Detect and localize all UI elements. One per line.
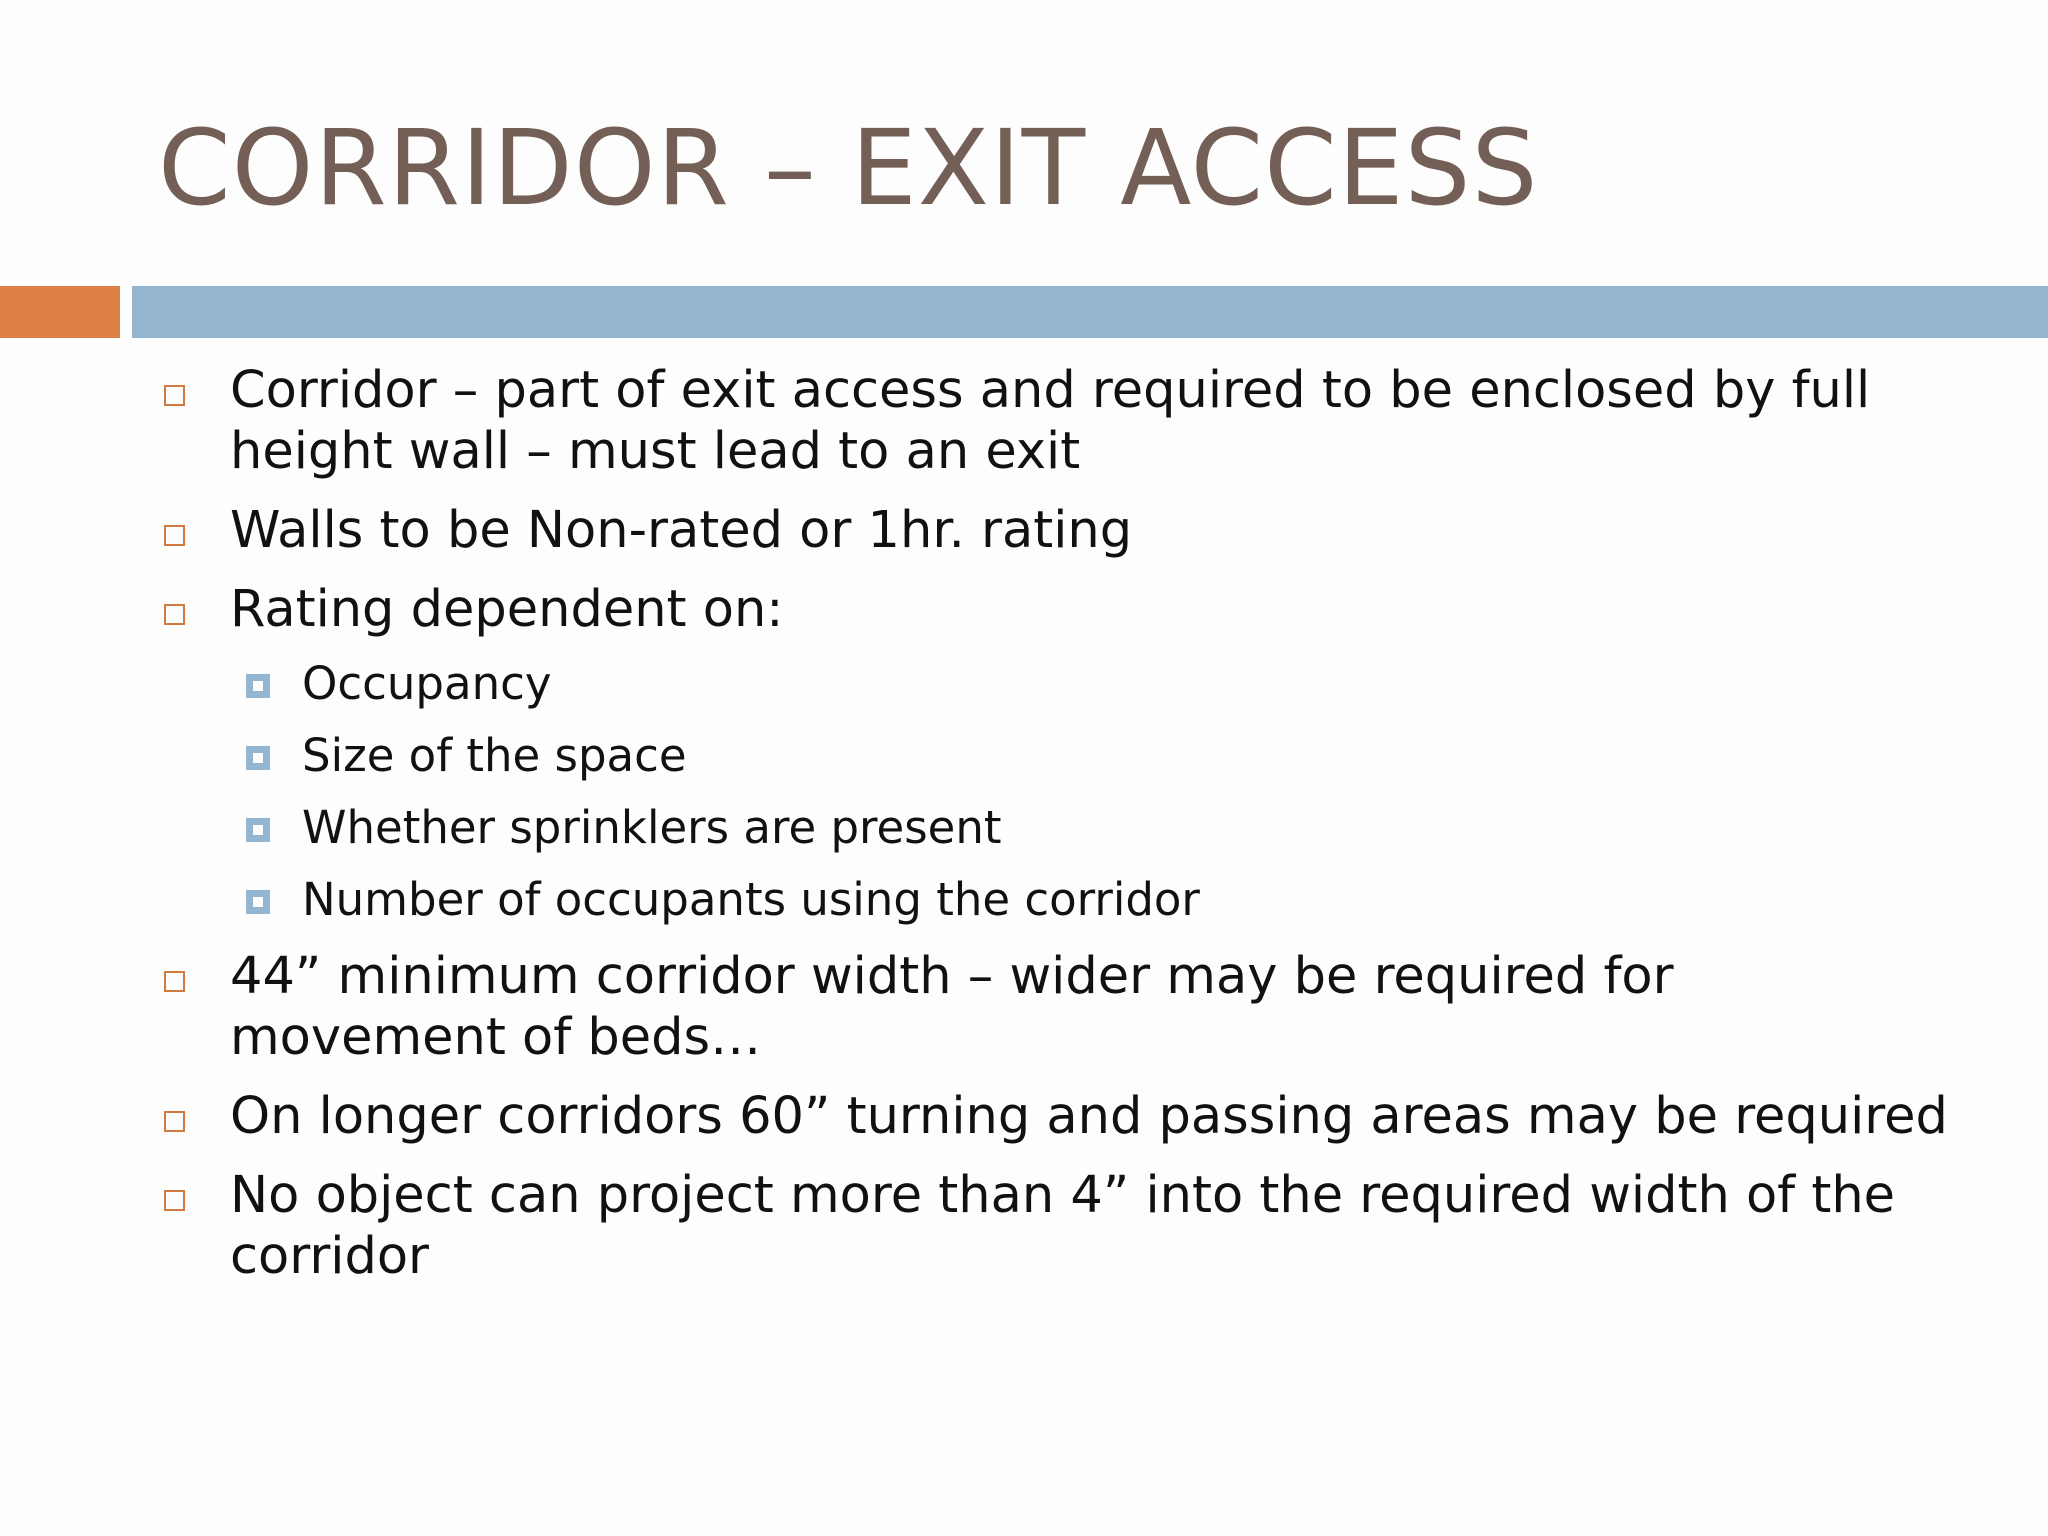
filled-square-bullet-icon: [246, 818, 270, 842]
accent-bar-blue: [132, 286, 2048, 338]
square-bullet-icon: [164, 525, 185, 546]
bullet-item: [160, 500, 1960, 561]
square-bullet-icon: [164, 1190, 185, 1211]
bullet-item: [160, 579, 1960, 640]
square-bullet-icon: [164, 385, 185, 406]
square-bullet-icon: [164, 604, 185, 625]
slide-title: CORRIDOR – EXIT ACCESS: [158, 107, 1539, 229]
sub-bullet-text: Occupancy: [302, 657, 552, 710]
filled-square-bullet-icon: [246, 674, 270, 698]
bullet-text: 44” minimum corridor width – wider may be required for movement of beds…: [230, 947, 1674, 1067]
sub-bullet-item: [160, 728, 1960, 784]
filled-square-bullet-icon: [246, 890, 270, 914]
sub-bullet-text: Number of occupants using the corridor: [302, 873, 1200, 926]
square-bullet-icon: [164, 971, 185, 992]
bullet-item: [160, 1165, 1960, 1287]
bullet-text: Walls to be Non-rated or 1hr. rating: [230, 501, 1133, 560]
sub-bullet-item: [160, 800, 1960, 856]
sub-bullet-text: Size of the space: [302, 729, 687, 782]
bullet-text: No object can project more than 4” into the required width of the corridor: [230, 1166, 1896, 1286]
filled-square-bullet-icon: [246, 746, 270, 770]
sub-bullet-text: Whether sprinklers are present: [302, 801, 1002, 854]
accent-bar-orange: [0, 286, 120, 338]
square-bullet-icon: [164, 1111, 185, 1132]
sub-bullet-item: [160, 872, 1960, 928]
bullet-item: [160, 946, 1960, 1068]
bullet-item: [160, 1086, 1960, 1147]
bullet-text: Corridor – part of exit access and required to be enclosed by full height wall – must lead to an exit: [230, 361, 1871, 481]
bullet-item: [160, 360, 1960, 482]
bullet-list: [160, 360, 1960, 1287]
sub-bullet-item: [160, 656, 1960, 712]
bullet-text: Rating dependent on:: [230, 580, 784, 639]
bullet-text: On longer corridors 60” turning and passing areas may be required: [230, 1087, 1948, 1146]
